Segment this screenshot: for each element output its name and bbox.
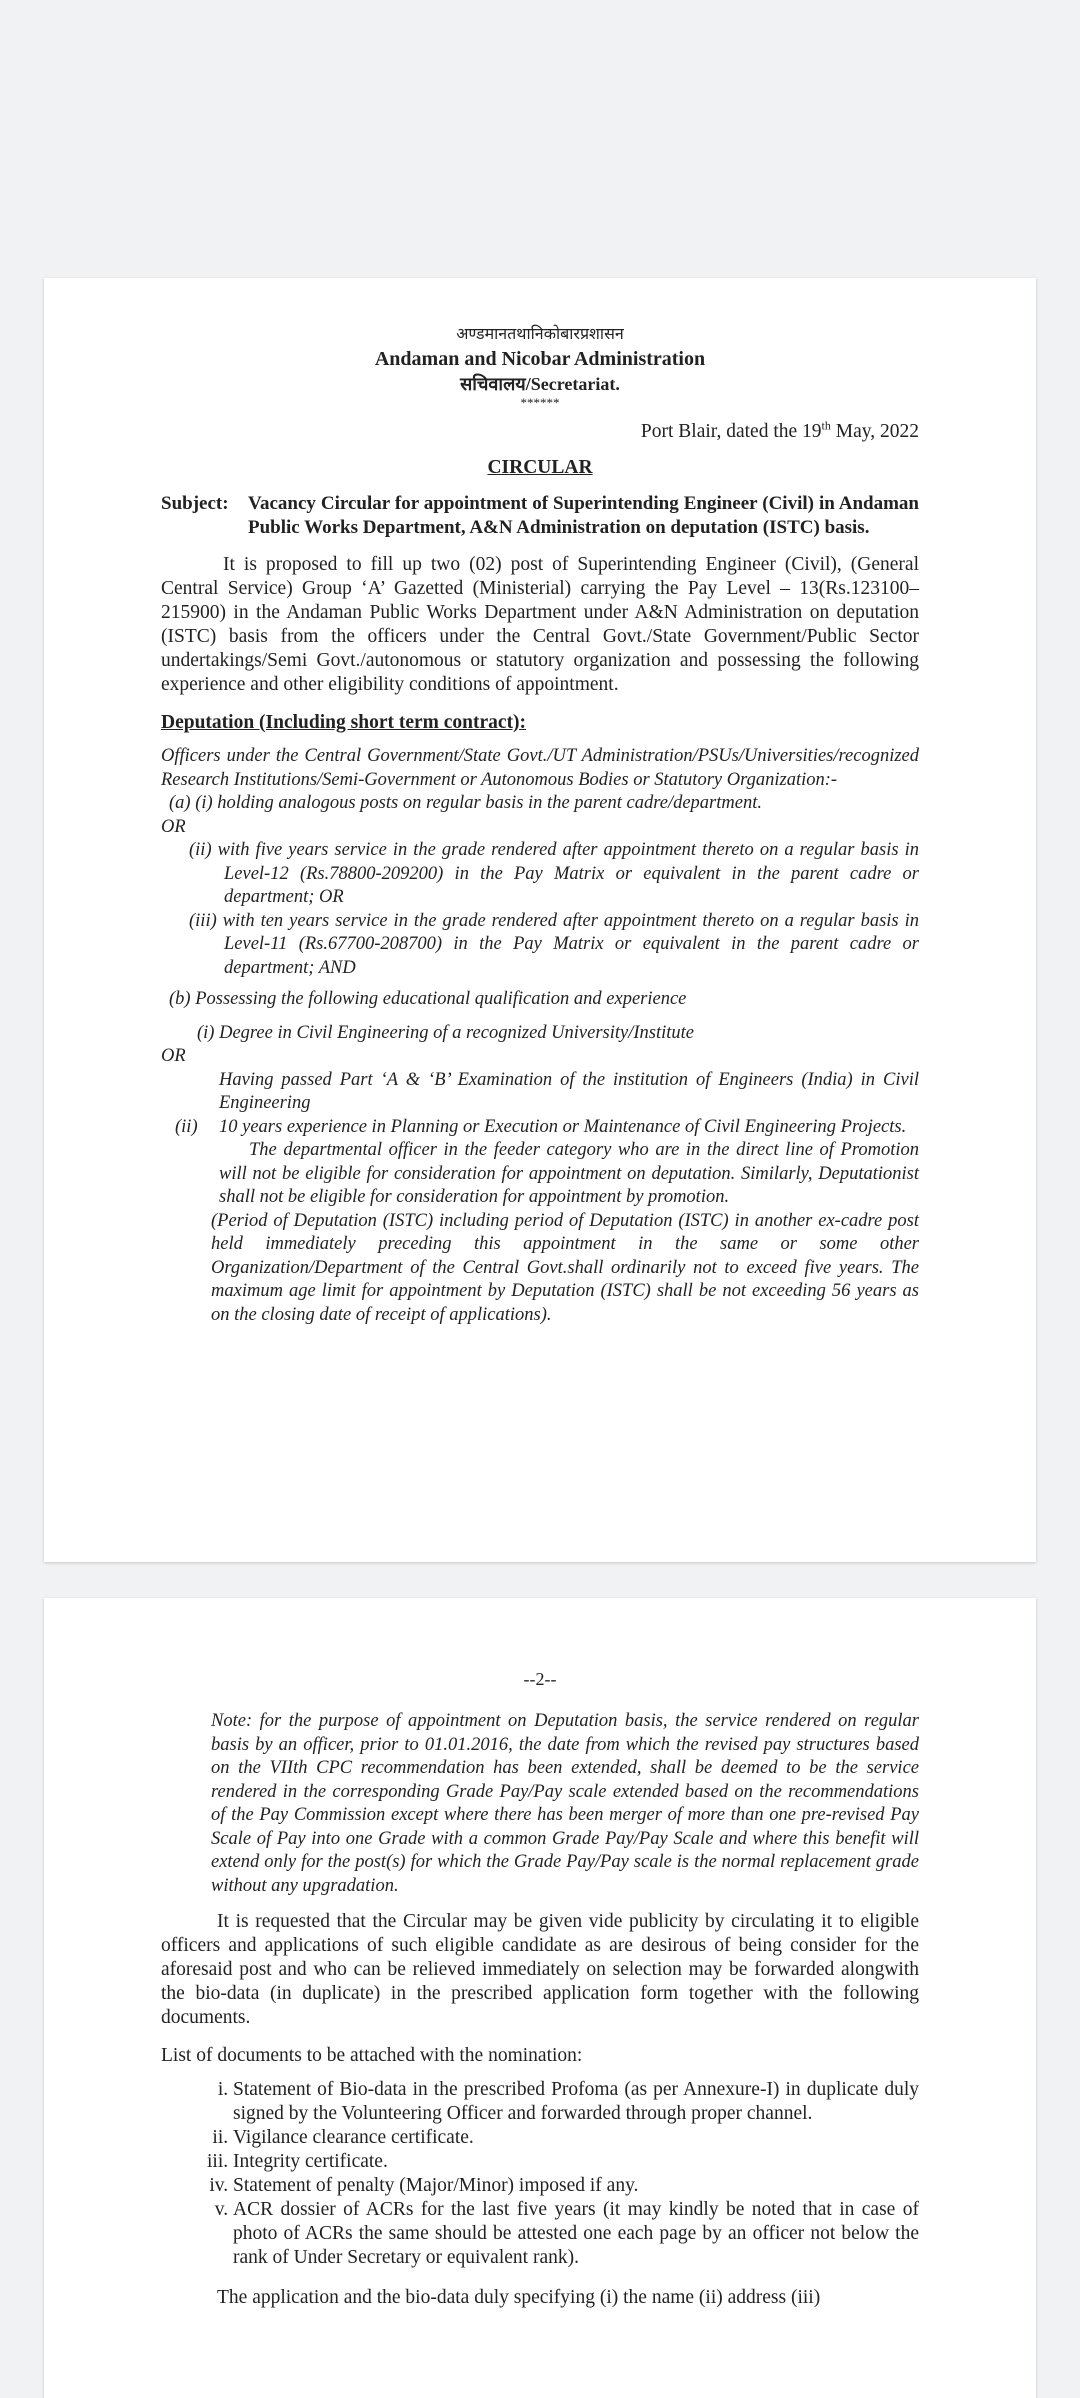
subject-label: Subject: bbox=[161, 493, 229, 514]
clause-a-iii: (iii) with ten years service in the grade rendered after appointment thereto on a regular basis in Level-11 (Rs.67700-208700) in the Pay Matrix or equivalent in the parent cadre or department; AND bbox=[189, 910, 919, 978]
or-separator-2: OR bbox=[161, 1046, 186, 1066]
departmental-note: The departmental officer in the feeder category who are in the direct line of Promotion will not be eligible for consideration for appointment on deputation. Similarly, Deputationist shall not be eligible for consideration for appointment by promotion. bbox=[219, 1140, 919, 1207]
page-2-content bbox=[161, 1668, 919, 2310]
clause-b-ii-text: 10 years experience in Planning or Execution or Maintenance of Civil Engineering Projects. bbox=[219, 1116, 907, 1137]
circular-title: CIRCULAR bbox=[487, 457, 593, 478]
subject-text: Vacancy Circular for appointment of Superintending Engineer (Civil) in Andaman Public Works Department, A&N Administration on deputation (ISTC) basis. bbox=[248, 493, 919, 538]
dateline-sup: th bbox=[821, 418, 831, 433]
clause-a-ii: (ii) with five years service in the grade rendered after appointment thereto on a regular basis in Level-12 (Rs.78800-209200) in the Pay Matrix or equivalent in the parent cadre or department; OR bbox=[189, 840, 919, 907]
clause-b-ii bbox=[161, 1116, 919, 1140]
stars-separator: ****** bbox=[520, 395, 560, 410]
page-number: --2-- bbox=[523, 1669, 557, 1689]
clause-b-i: (i) Degree in Civil Engineering of a recognized University/Institute bbox=[197, 1022, 694, 1043]
closing-paragraph-partial: The application and the bio-data duly specifying (i) the name (ii) address (iii) bbox=[217, 2287, 821, 2308]
documents-heading: List of documents to be attached with the nomination: bbox=[161, 2045, 583, 2066]
clause-b-i-alt: Having passed Part ‘A & ‘B’ Examination of the institution of Engineers (India) in Civil Engineering bbox=[219, 1069, 919, 1113]
document-item: ii. Vigilance clearance certificate. bbox=[233, 2126, 919, 2150]
dateline-suffix: May, 2022 bbox=[830, 421, 919, 442]
admin-heading: Andaman and Nicobar Administration bbox=[374, 348, 706, 370]
secretariat-heading: सचिवालय/Secretariat. bbox=[460, 374, 620, 394]
or-separator-1: OR bbox=[161, 816, 186, 837]
document-page-2 bbox=[44, 1598, 1036, 2398]
page-1-content bbox=[161, 322, 919, 1327]
hindi-admin-heading: अण्डमानतथानिकोबारप्रशासन bbox=[456, 324, 624, 343]
dateline bbox=[161, 420, 919, 444]
document-item: i. Statement of Bio-data in the prescribed Profoma (as per Annexure-I) in duplicate duly signed by the Volunteering Officer and forwarded through proper channel. bbox=[233, 2078, 919, 2126]
officers-line: Officers under the Central Government/State Govt./UT Administration/PSUs/Universities/recognized Research Institutions/Semi-Government or Autonomous Bodies or Statutory Organization:- bbox=[161, 746, 919, 790]
deputation-heading: Deputation (Including short term contract): bbox=[161, 712, 527, 733]
note-paragraph: Note: for the purpose of appointment on Deputation basis, the service rendered on regular basis by an officer, prior to 01.01.2016, the date from which the revised pay structures based on the VIIth CPC recommendation has been extended, shall be deemed to be the service rendered in the corresponding Grade Pay/Pay scale extended based on the recommendations of the Pay Commission except where there has been merger of more than one pre-revised Pay Scale of Pay into one Grade with a common Grade Pay/Pay Scale and where this benefit will extend only for the post(s) for which the Grade Pay/Pay scale is the normal replacement grade without any upgradation. bbox=[211, 1711, 919, 1896]
documents-list bbox=[161, 2078, 919, 2270]
request-paragraph: It is requested that the Circular may be given vide publicity by circulating it to eligible officers and applications of such eligible candidate as are desirous of being consider for the aforesaid post and who can be relieved immediately on selection may be forwarded alongwith the bio-data (in duplicate) in the prescribed application form together with the following documents. bbox=[161, 1911, 919, 2028]
document-item: iv. Statement of penalty (Major/Minor) imposed if any. bbox=[233, 2174, 919, 2198]
clause-a-i: (a) (i) holding analogous posts on regular basis in the parent cadre/department. bbox=[169, 793, 762, 813]
subject-block bbox=[161, 492, 919, 539]
deputation-period-note: (Period of Deputation (ISTC) including period of Deputation (ISTC) in another ex-cadre post held immediately preceding this appointment in the same or some other Organization/Department of the Central Govt.shall ordinarily not to exceed five years. The maximum age limit for appointment by Deputation (ISTC) shall be not exceeding 56 years as on the closing date of receipt of applications). bbox=[211, 1210, 919, 1325]
dateline-text: Port Blair, dated the 19 bbox=[640, 421, 822, 442]
clause-b-ii-label: (ii) bbox=[175, 1116, 198, 1137]
document-item: v. ACR dossier of ACRs for the last five years (it may kindly be noted that in case of photo of ACRs the same should be attested one each page by an officer not below the rank of Under Secretary or equivalent rank). bbox=[233, 2198, 919, 2270]
document-item: iii. Integrity certificate. bbox=[233, 2150, 919, 2174]
document-page-1 bbox=[44, 278, 1036, 1562]
intro-paragraph: It is proposed to fill up two (02) post of Superintending Engineer (Civil), (General Central Service) Group ‘A’ Gazetted (Ministerial) carrying the Pay Level – 13(Rs.123100–215900) in the Andaman Public Works Department under A&N Administration on deputation (ISTC) basis from the officers under the Central Govt./State Government/Public Sector undertakings/Semi Govt./autonomous or statutory organization and possessing the following experience and other eligibility conditions of appointment. bbox=[161, 554, 919, 695]
clause-b: (b) Possessing the following educational qualification and experience bbox=[169, 989, 687, 1009]
